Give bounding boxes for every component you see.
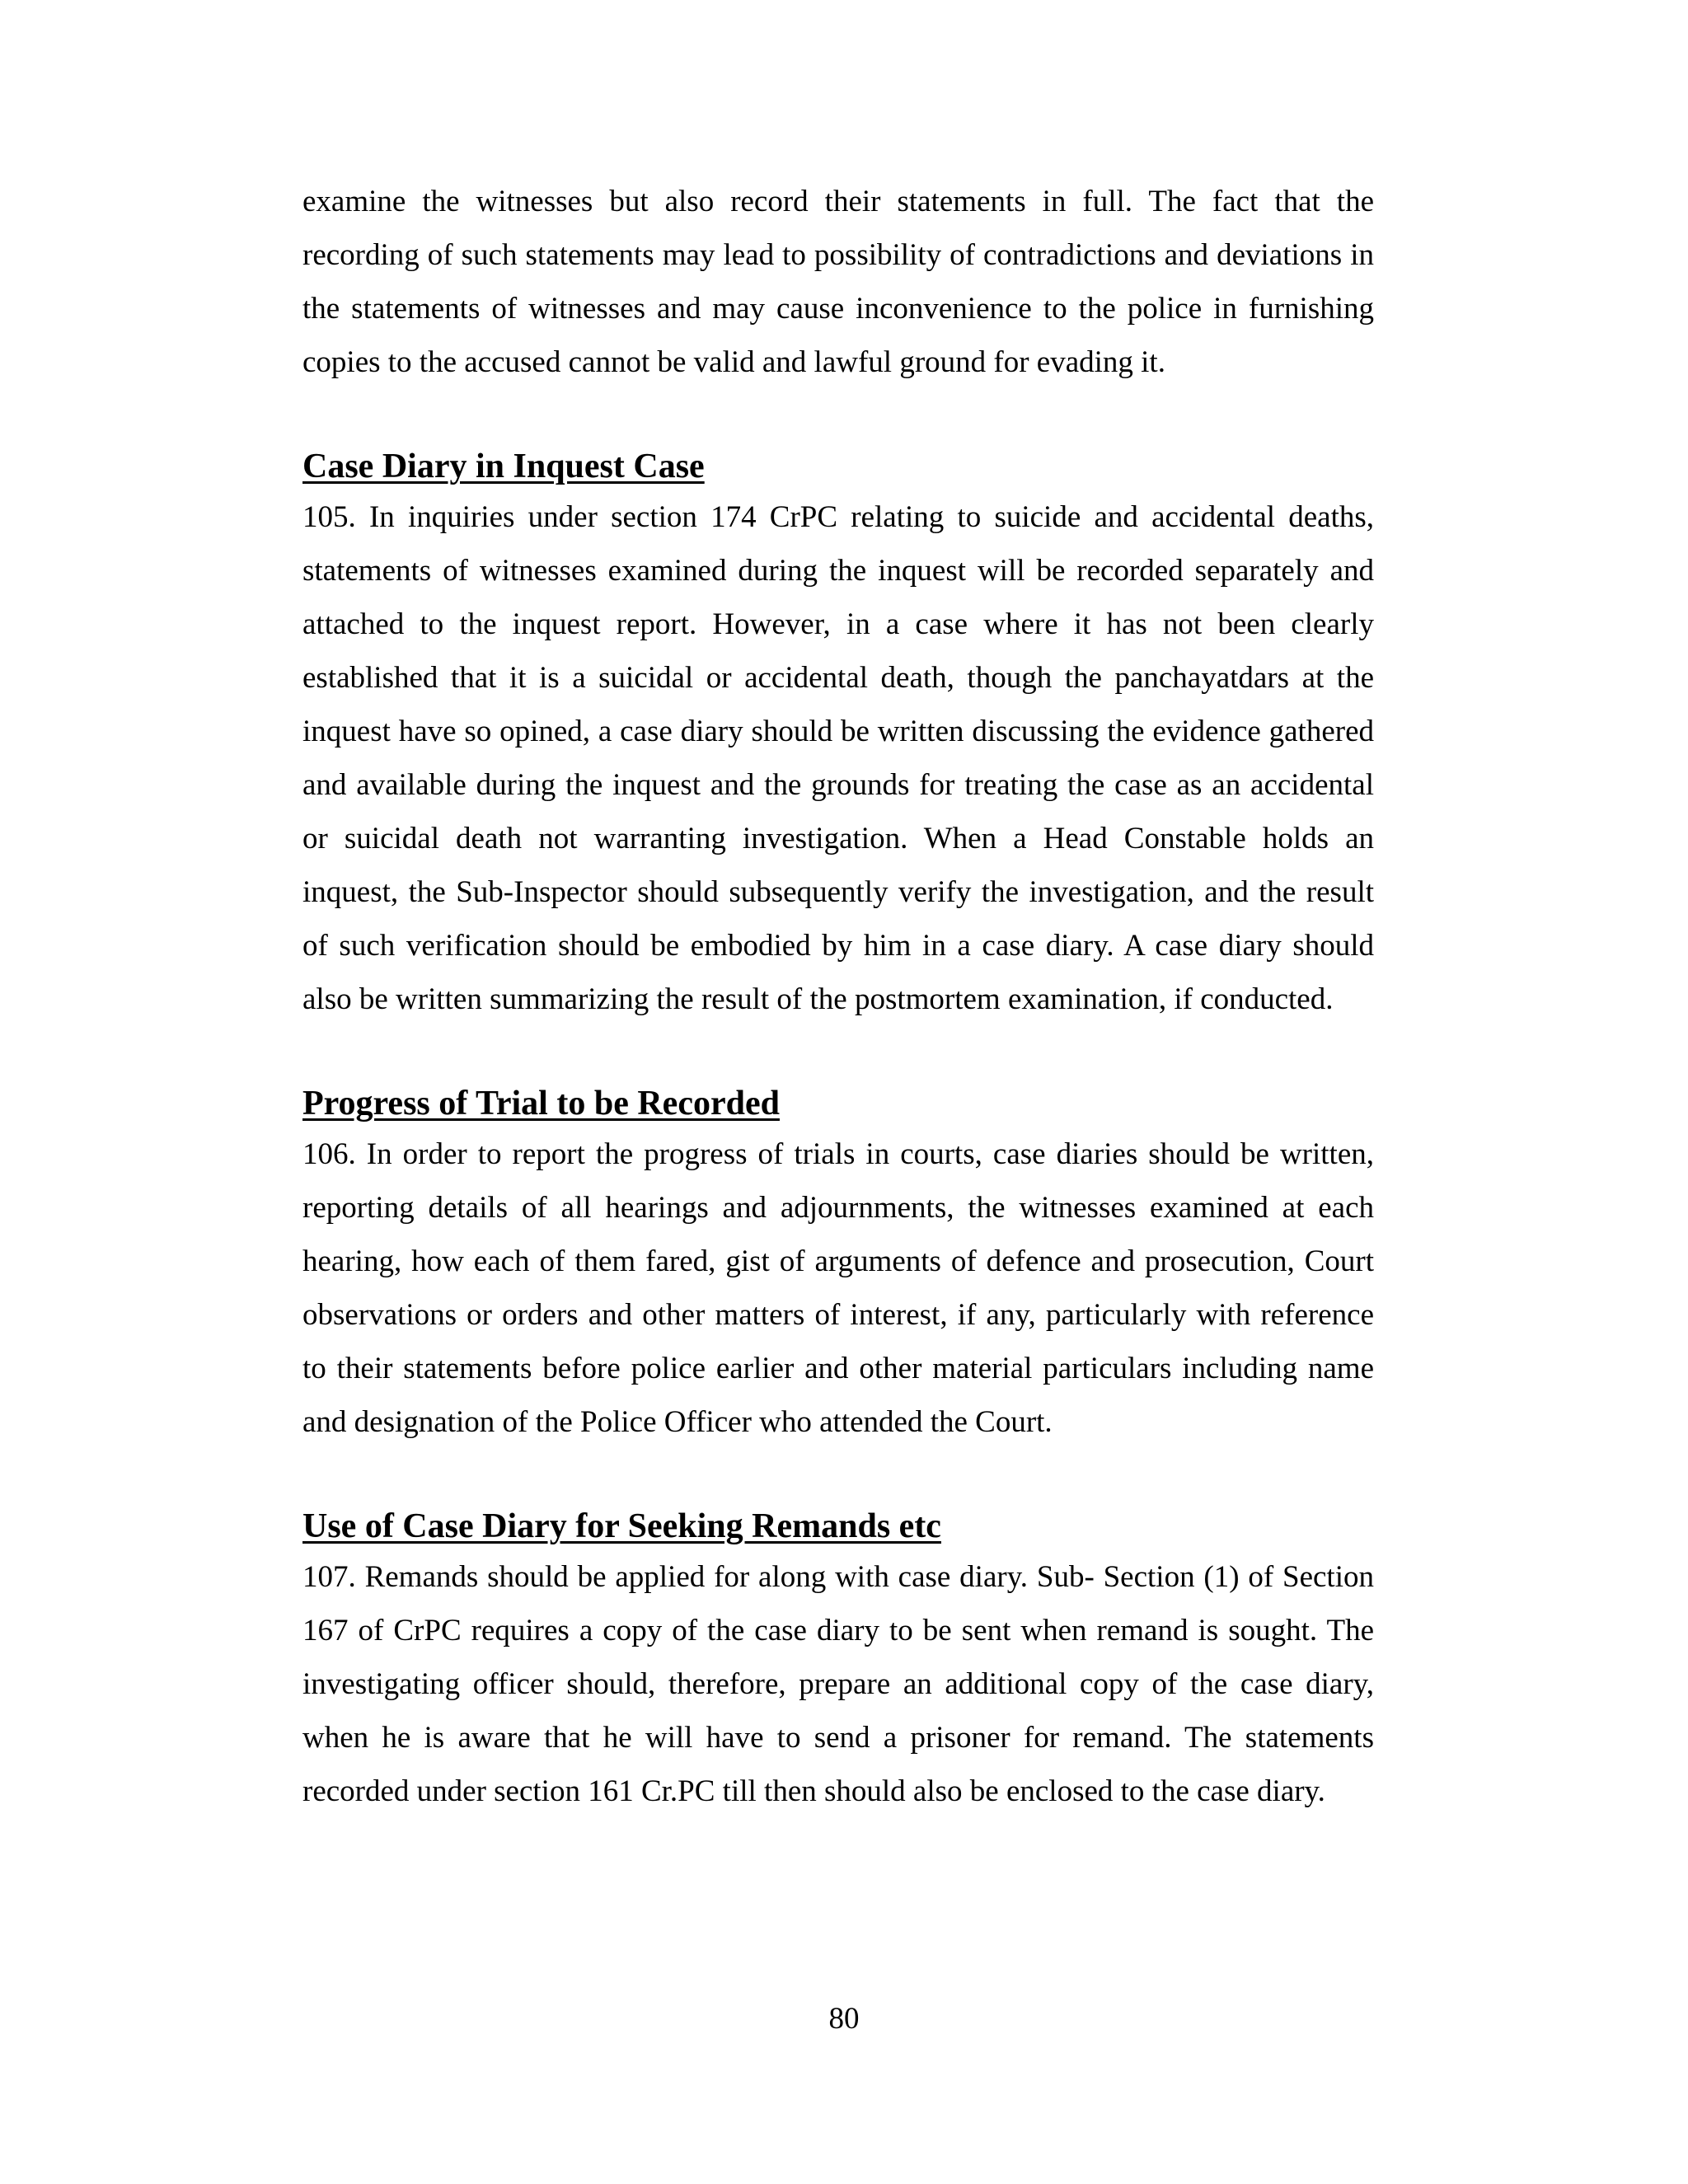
section-heading-inquest: Case Diary in Inquest Case <box>302 448 705 485</box>
document-body <box>302 175 1374 1818</box>
paragraph-106: 106. In order to report the progress of trials in courts, case diaries should be written, reporting details of all hearings and adjournments, the witnesses examined at each hearing, how each of them fared, gist of arguments of defence and prosecution, Court observations or orders and other matters of interest, if any, particularly with reference to their statements before police earlier and other material particulars including name and designation of the Police Officer who attended the Court. <box>302 1137 1374 1439</box>
paragraph-105: 105. In inquiries under section 174 CrPC relating to suicide and accidental deaths, statements of witnesses examined during the inquest will be recorded separately and attached to the inquest report. However, in a case where it has not been clearly established that it is a suicidal or accidental death, though the panchayatdars at the inquest have so opined, a case diary should be written discussing the evidence gathered and available during the inquest and the grounds for treating the case as an accidental or suicidal death not warranting investigation. When a Head Constable holds an inquest, the Sub-Inspector should subsequently verify the investigation, and the result of such verification should be embodied by him in a case diary. A case diary should also be written summarizing the result of the postmortem examination, if conducted. <box>302 500 1374 1016</box>
section-heading-trial-progress: Progress of Trial to be Recorded <box>302 1085 780 1122</box>
intro-paragraph: examine the witnesses but also record their statements in full. The fact that the recording of such statements may lead to possibility of contradictions and deviations in the statements of witnesses and may cause inconvenience to the police in furnishing copies to the accused cannot be valid and lawful ground for evading it. <box>302 185 1374 379</box>
paragraph-107: 107. Remands should be applied for along with case diary. Sub- Section (1) of Section 167 of CrPC requires a copy of the case diary to be sent when remand is sought. The investigating officer should, therefore, prepare an additional copy of the case diary, when he is aware that he will have to send a prisoner for remand. The statements recorded under section 161 Cr.PC till then should also be enclosed to the case diary. <box>302 1560 1374 1808</box>
page-number: 80 <box>828 2002 860 2036</box>
section-heading-remands: Use of Case Diary for Seeking Remands etc <box>302 1507 941 1545</box>
